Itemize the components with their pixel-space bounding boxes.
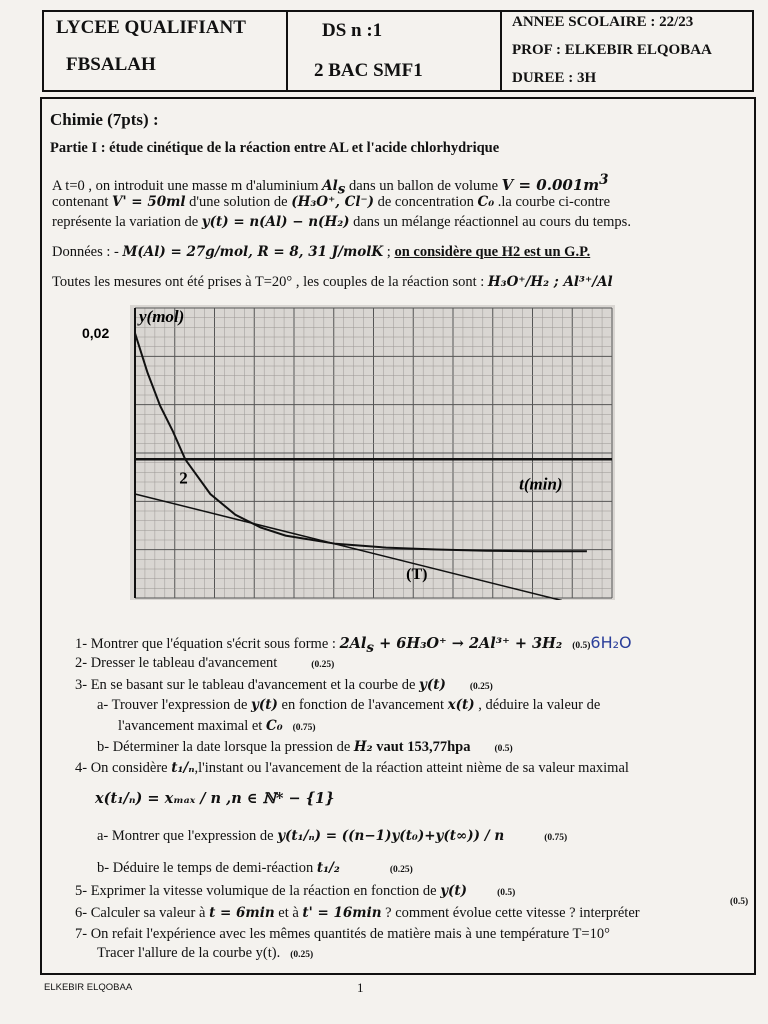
x-tick-label: 2 <box>179 468 188 488</box>
question-6: 6- Calculer sa valeur à t = 6min et à t' = 16min ? comment évolue cette vitesse ? interpréter <box>75 905 640 921</box>
question-4a: a- Montrer que l'expression de y(t₁/ₙ) = ((n−1)y(t₀)+y(t∞)) / n (0.75) <box>97 828 568 844</box>
info-cell <box>502 12 752 90</box>
question-3: 3- En se basant sur le tableau d'avancement et la courbe de y(t) (0.25) <box>75 677 493 693</box>
question-4-formula: x(t₁/ₙ) = xₘₐₓ / n ,n ∈ ℕ* − {1} <box>95 790 335 807</box>
y-vs-time-chart <box>60 300 620 600</box>
school-name: LYCEE QUALIFIANT <box>56 17 246 38</box>
y-axis-label: y(mol) <box>139 307 185 326</box>
question-3b: b- Déterminer la date lorsque la pression de H₂ vaut 153,77hpa (0.5) <box>97 739 513 755</box>
x-axis-label: t(min) <box>519 474 563 494</box>
handwritten-note: 6H₂O <box>590 633 632 652</box>
question-3a: a- Trouver l'expression de y(t) en fonction de l'avancement x(t) , déduire la valeur de <box>97 697 601 713</box>
teacher-name: PROF : ELKEBIR ELQOBAA <box>512 42 712 58</box>
question-1: 1- Montrer que l'équation s'écrit sous forme : $2Al_s + 6H_3O^+ \to 2Al^{3+} + 3H_2$ (0.5)6H₂O <box>75 633 632 656</box>
question-2: 2- Dresser le tableau d'avancement (0.25) <box>75 655 335 671</box>
exam-header <box>42 10 754 92</box>
exam-number: DS n :1 <box>322 20 383 41</box>
tangent-label: (T) <box>406 566 428 584</box>
intro-line-1: A t=0 , on introduit une masse m d'aluminium $Al_s$ dans un ballon de volume $V = 0.001m^3$ <box>52 172 609 198</box>
exam-cell <box>288 12 502 90</box>
page-number: 1 <box>357 980 364 995</box>
class-name: 2 BAC SMF1 <box>314 60 423 81</box>
school-cell <box>44 12 288 90</box>
intro-line-2: contenant V' = 50ml d'une solution de (H₃O⁺, Cl⁻) de concentration C₀ .la courbe ci-contre <box>52 194 611 210</box>
question-5: 5- Exprimer la vitesse volumique de la réaction en fonction de y(t) (0.5) <box>75 883 516 899</box>
data-line: Données : - M(Al) = 27g/mol, R = 8, 31 J/molK ; on considère que H2 est un G.P. <box>52 244 591 260</box>
section-title: Chimie (7pts) : <box>50 110 159 129</box>
part-title: Partie I : étude cinétique de la réaction entre AL et l'acide chlorhydrique <box>50 140 500 156</box>
question-7: 7- On refait l'expérience avec les mêmes quantités de matière mais à une température T=10° <box>75 926 610 942</box>
school-year: ANNEE SCOLAIRE : 22/23 <box>512 14 694 30</box>
footer-author: ELKEBIR ELQOBAA <box>44 982 133 993</box>
question-4: 4- On considère t₁/ₙ,l'instant ou l'avancement de la réaction atteint nième de sa valeur maximal <box>75 760 629 776</box>
conditions-line: Toutes les mesures ont été prises à T=20° , les couples de la réaction sont : H₃O⁺/H₂ ; Al³⁺/Al <box>52 274 613 290</box>
exam-duration: DUREE : 3H <box>512 70 597 86</box>
question-7-cont: Tracer l'allure de la courbe y(t). (0.25) <box>97 945 314 961</box>
question-3a-cont: l'avancement maximal et C₀ (0.75) <box>118 718 316 734</box>
question-6-points: (0.5) <box>730 897 749 907</box>
intro-line-3: représente la variation de y(t) = n(Al) − n(H₂) dans un mélange réactionnel au cours du temps. <box>52 214 631 230</box>
school-subname: FBSALAH <box>66 54 156 75</box>
y-tick-label: 0,02 <box>82 325 110 342</box>
question-4b: b- Déduire le temps de demi-réaction t₁/₂ (0.25) <box>97 860 413 876</box>
